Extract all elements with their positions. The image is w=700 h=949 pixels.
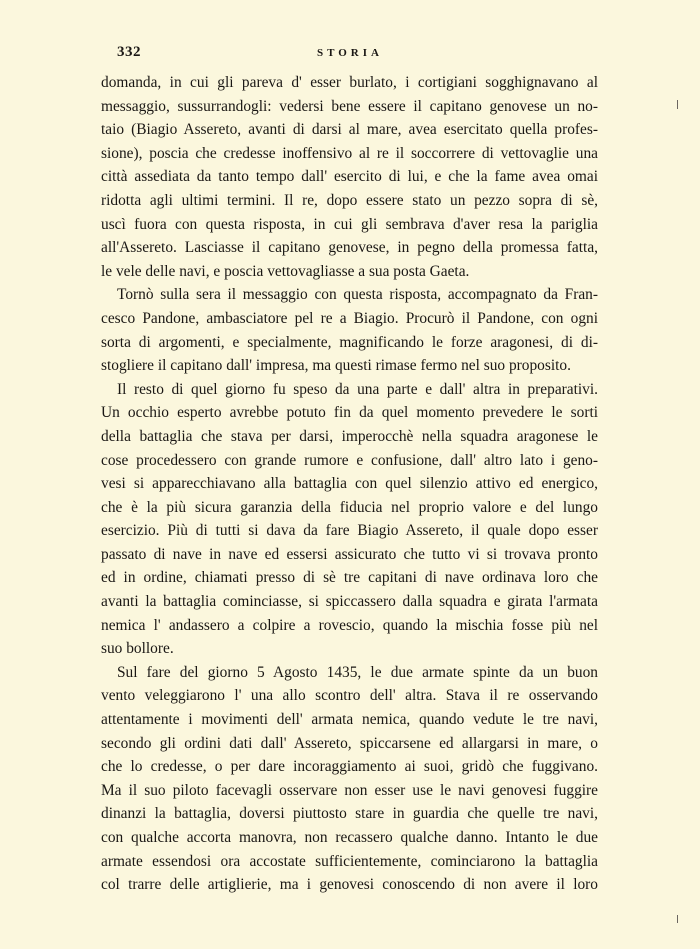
text-line: che lo credesse, o per dare incoraggiamento ai suoi, gridò che fuggivano. bbox=[101, 758, 598, 776]
text-line: armate essendosi ora accostate sufficientemente, cominciarono la battaglia bbox=[101, 852, 598, 870]
text-line: sorta di argomenti, e specialmente, magnificando le forze aragonesi, di di- bbox=[101, 333, 598, 351]
text-line: cose procedessero con grande rumore e confusione, dall' altro lato i geno- bbox=[101, 451, 598, 469]
text-line: Il resto di quel giorno fu speso da una parte e dall' altra in preparativi. bbox=[117, 380, 598, 398]
text-line: uscì fuora con questa risposta, in cui gli sembrava d'aver resa la pariglia bbox=[101, 215, 598, 233]
text-line: col trarre delle artiglierie, ma i genovesi conoscendo di non avere il loro bbox=[101, 876, 598, 894]
text-line: città assediata da tanto tempo dall' esercito di lui, e che la fame avea omai bbox=[101, 168, 598, 186]
text-line: con qualche accorta manovra, non recassero qualche danno. Intanto le due bbox=[101, 829, 598, 846]
text-line: all'Assereto. Lasciasse il capitano genovese, in pegno della promessa fatta, bbox=[101, 239, 598, 257]
text-line: suo bollore. bbox=[101, 640, 174, 658]
text-line: passato di nave in nave ed essersi assicurato che tutto vi si trovava pronto bbox=[101, 545, 598, 563]
text-line: secondo gli ordini dati dall' Assereto, spiccarsene ed allargarsi in mare, o bbox=[101, 734, 598, 752]
text-line: esercizio. Più di tutti si dava da fare Biagio Assereto, il quale dopo esser bbox=[101, 522, 598, 540]
text-line: della battaglia che stava per darsi, imperocchè nella squadra aragonese le bbox=[101, 427, 598, 445]
text-line: ed in ordine, chiamati presso di sè tre capitani di nave ordinava loro che bbox=[101, 569, 598, 587]
text-line: vento veleggiarono l' una allo scontro dell' altra. Stava il re osservando bbox=[101, 687, 598, 705]
scan-edge-mark bbox=[677, 100, 678, 109]
body-text bbox=[101, 71, 598, 897]
page-header bbox=[0, 44, 700, 66]
text-line: attentamente i movimenti dell' armata nemica, quando vedute le tre navi, bbox=[101, 711, 598, 729]
text-line: domanda, in cui gli pareva d' esser burlato, i cortigiani sogghignavano al bbox=[101, 74, 598, 91]
running-title: STORIA bbox=[317, 47, 383, 59]
text-line: messaggio, sussurrandogli: vedersi bene essere il capitano genovese un no- bbox=[101, 97, 598, 115]
text-line: Un occhio esperto avrebbe potuto fin da quel momento prevedere le sorti bbox=[101, 404, 598, 422]
text-line: taio (Biagio Assereto, avanti di darsi al mare, avea esercitato quella profes- bbox=[101, 121, 598, 139]
text-line: le vele delle navi, e poscia vettovagliasse a sua posta Gaeta. bbox=[101, 262, 470, 280]
text-line: avanti la battaglia cominciasse, si spiccassero dalla squadra e girata l'armata bbox=[101, 593, 598, 611]
text-line: vesi si apparecchiavano alla battaglia con quel silenzio attivo ed energico, bbox=[101, 475, 598, 493]
text-line: dinanzi la battaglia, doversi piuttosto stare in guardia che quelle tre navi, bbox=[101, 805, 598, 823]
text-line: che è la più sicura garanzia della fiducia nel proprio valore e del lungo bbox=[101, 498, 598, 516]
text-line: ridotta agli ultimi termini. Il re, dopo essere stato un pezzo sopra di sè, bbox=[101, 191, 598, 209]
text-line: sione), poscia che credesse inoffensivo al re il soccorrere di vettovaglie una bbox=[101, 144, 598, 162]
text-line: stogliere il capitano dall' impresa, ma questi rimase fermo nel suo proposito. bbox=[101, 357, 571, 375]
text-line: Tornò sulla sera il messaggio con questa risposta, accompagnato da Fran- bbox=[117, 286, 598, 304]
text-line: cesco Pandone, ambasciatore pel re a Biagio. Procurò il Pandone, con ogni bbox=[101, 309, 598, 327]
scan-edge-mark bbox=[677, 915, 678, 923]
text-line: Ma il suo piloto facevagli osservare non esser use le navi genovesi fuggire bbox=[101, 781, 598, 799]
text-line: nemica l' andassero a colpire a rovescio, quando la mischia fosse più nel bbox=[101, 616, 598, 634]
text-line: Sul fare del giorno 5 Agosto 1435, le due armate spinte da un buon bbox=[117, 663, 598, 681]
page-number: 332 bbox=[117, 44, 141, 60]
